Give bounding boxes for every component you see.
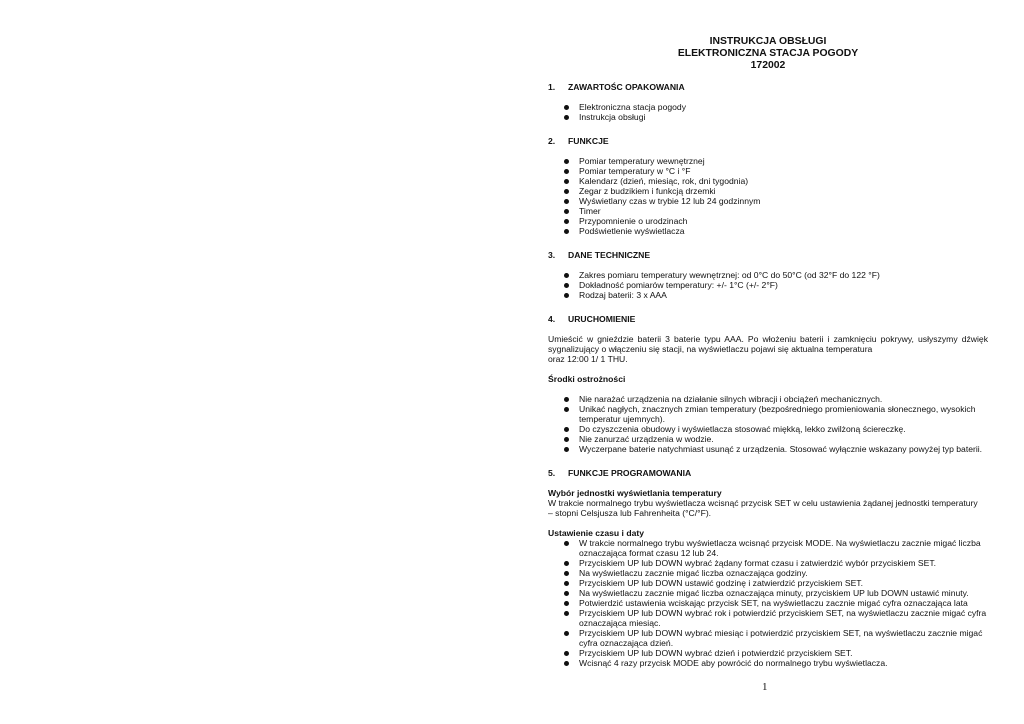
- section-4-paragraph-continued: oraz 12:00 1/ 1 THU.: [548, 353, 628, 364]
- list-item: [548, 628, 988, 648]
- bullet-icon: [564, 293, 569, 298]
- page-number: 1: [762, 681, 768, 693]
- section-number: 5.: [548, 467, 556, 478]
- doc-title-line2: ELEKTRONICZNA STACJA POGODY: [677, 48, 859, 60]
- list-item: [548, 558, 988, 568]
- list-item: [548, 578, 988, 588]
- bullet-icon: [564, 169, 569, 174]
- list-item-text: Potwierdzić ustawienia wciskając przycisk SET, na wyświetlaczu zacznie migać cyfra oznaczająca lata: [579, 597, 968, 608]
- precautions-list: [548, 394, 988, 454]
- bullet-icon: [564, 189, 569, 194]
- list-item-text: Przypomnienie o urodzinach: [579, 215, 688, 226]
- list-item: [548, 434, 988, 444]
- list-item: [548, 404, 988, 424]
- list-item: [548, 196, 988, 206]
- list-item: [548, 538, 988, 558]
- bullet-icon: [564, 561, 569, 566]
- list-item-text: Wcisnąć 4 razy przycisk MODE aby powrócić do normalnego trybu wyświetlacza.: [579, 657, 888, 668]
- list-item-text: Wyczerpane baterie natychmiast usunąć z urządzenia. Stosować wyłącznie wskazany powyżej typ baterii.: [579, 443, 983, 454]
- list-item: [548, 394, 988, 404]
- list-item-text: Zegar z budzikiem i funkcją drzemki: [579, 185, 716, 196]
- list-item: [548, 424, 988, 434]
- section-title: ZAWARTOŚC OPAKOWANIA: [568, 81, 685, 92]
- list-item: [548, 102, 988, 112]
- list-item-text: Przyciskiem UP lub DOWN wybrać żądany format czasu i zatwierdzić wybór przyciskiem SET.: [579, 557, 937, 568]
- list-item: [548, 648, 988, 658]
- temperature-unit-paragraph: W trakcie normalnego trybu wyświetlacza wcisnąć przycisk SET w celu ustawienia żądanej jednostki temperatury: [548, 497, 978, 508]
- bullet-icon: [564, 601, 569, 606]
- section-4-paragraph: Umieścić w gnieździe baterii 3 baterie typu AAA. Po włożeniu baterii i zamknięciu pokrywy, usłyszymy dźwięk sygnalizujący o włączeniu się stacji, na wyświetlaczu pojawi się aktualna temperatura: [548, 333, 988, 354]
- bullet-icon: [564, 437, 569, 442]
- list-item-text: Instrukcja obsługi: [579, 111, 646, 122]
- bullet-icon: [564, 179, 569, 184]
- list-item-text: W trakcie normalnego trybu wyświetlacza wcisnąć przycisk MODE. Na wyświetlaczu zacznie migać liczba oznaczająca format czasu 12 lub 24.: [579, 537, 981, 558]
- list-item-text: Nie zanurzać urządzenia w wodzie.: [579, 433, 714, 444]
- section-title: FUNKCJE PROGRAMOWANIA: [568, 467, 692, 478]
- doc-title-line3: 172002: [750, 60, 786, 72]
- list-item-text: Zakres pomiaru temperatury wewnętrznej: od 0°C do 50°C (od 32°F do 122 °F): [579, 269, 880, 280]
- time-date-list: [548, 538, 988, 668]
- list-item-text: Kalendarz (dzień, miesiąc, rok, dni tygodnia): [579, 175, 749, 186]
- bullet-icon: [564, 571, 569, 576]
- list-item: [548, 226, 988, 236]
- bullet-icon: [564, 209, 569, 214]
- time-date-heading: Ustawienie czasu i daty: [548, 527, 644, 538]
- section-2-list: [548, 156, 988, 236]
- list-item-text: Pomiar temperatury w °C i °F: [579, 165, 691, 176]
- section-title: DANE TECHNICZNE: [568, 249, 651, 260]
- list-item: [548, 112, 988, 122]
- doc-title-line1: INSTRUKCJA OBSŁUGI: [709, 36, 827, 47]
- section-1-heading: [548, 82, 988, 92]
- bullet-icon: [564, 591, 569, 596]
- list-item-text: Rodzaj baterii: 3 x AAA: [579, 289, 667, 300]
- section-number: 3.: [548, 249, 556, 260]
- precautions-heading: Środki ostrożności: [548, 373, 626, 384]
- list-item-text: Podświetlenie wyświetlacza: [579, 225, 685, 236]
- list-item-text: Przyciskiem UP lub DOWN ustawić godzinę i zatwierdzić przyciskiem SET.: [579, 577, 863, 588]
- bullet-icon: [564, 447, 569, 452]
- bullet-icon: [564, 541, 569, 546]
- section-title: FUNKCJE: [568, 135, 609, 146]
- bullet-icon: [564, 199, 569, 204]
- list-item: [548, 166, 988, 176]
- list-item: [548, 658, 988, 668]
- list-item: [548, 206, 988, 216]
- list-item-text: Unikać nagłych, znacznych zmian temperatury (bezpośredniego promieniowania słonecznego, wysokich temperatur ujemnych).: [579, 403, 976, 424]
- list-item: [548, 444, 988, 454]
- bullet-icon: [564, 407, 569, 412]
- list-item-text: Elektroniczna stacja pogody: [579, 101, 687, 112]
- section-number: 2.: [548, 135, 556, 146]
- list-item-text: Przyciskiem UP lub DOWN wybrać rok i potwierdzić przyciskiem SET, na wyświetlaczu zacznie migać cyfra oznaczająca miesiąc.: [579, 607, 987, 628]
- list-item-text: Przyciskiem UP lub DOWN wybrać dzień i potwierdzić przyciskiem SET.: [579, 647, 853, 658]
- section-4-heading: [548, 314, 988, 324]
- list-item-text: Timer: [579, 205, 601, 216]
- bullet-icon: [564, 283, 569, 288]
- section-title: URUCHOMIENIE: [568, 313, 636, 324]
- bullet-icon: [564, 115, 569, 120]
- section-3-heading: [548, 250, 988, 260]
- bullet-icon: [564, 661, 569, 666]
- bullet-icon: [564, 159, 569, 164]
- bullet-icon: [564, 631, 569, 636]
- list-item: [548, 608, 988, 628]
- list-item-text: Przyciskiem UP lub DOWN wybrać miesiąc i potwierdzić przyciskiem SET, na wyświetlaczu zacznie migać cyfra oznaczająca dzień.: [579, 627, 983, 648]
- list-item: [548, 186, 988, 196]
- list-item-text: Dokładność pomiarów temperatury: +/- 1°C (+/- 2°F): [579, 279, 778, 290]
- bullet-icon: [564, 611, 569, 616]
- list-item: [548, 270, 988, 280]
- section-1-list: [548, 102, 988, 122]
- document-page: [548, 36, 988, 668]
- bullet-icon: [564, 581, 569, 586]
- bullet-icon: [564, 229, 569, 234]
- list-item-text: Nie narażać urządzenia na działanie silnych wibracji i obciążeń mechanicznych.: [579, 393, 883, 404]
- list-item-text: Wyświetlany czas w trybie 12 lub 24 godzinnym: [579, 195, 761, 206]
- list-item-text: Na wyświetlaczu zacznie migać liczba oznaczająca godziny.: [579, 567, 808, 578]
- temperature-unit-heading: Wybór jednostki wyświetlania temperatury: [548, 487, 722, 498]
- bullet-icon: [564, 105, 569, 110]
- temperature-unit-paragraph-continued: – stopni Celsjusza lub Fahrenheita (°C/°F).: [548, 507, 712, 518]
- section-2-heading: [548, 136, 988, 146]
- list-item: [548, 290, 988, 300]
- list-item: [548, 598, 988, 608]
- list-item: [548, 176, 988, 186]
- bullet-icon: [564, 219, 569, 224]
- list-item: [548, 216, 988, 226]
- list-item: [548, 568, 988, 578]
- list-item: [548, 280, 988, 290]
- list-item-text: Do czyszczenia obudowy i wyświetlacza stosować miękką, lekko zwilżoną ściereczkę.: [579, 423, 906, 434]
- bullet-icon: [564, 427, 569, 432]
- section-number: 4.: [548, 313, 556, 324]
- list-item: [548, 588, 988, 598]
- section-5-heading: [548, 468, 988, 478]
- list-item: [548, 156, 988, 166]
- bullet-icon: [564, 273, 569, 278]
- bullet-icon: [564, 397, 569, 402]
- bullet-icon: [564, 651, 569, 656]
- section-number: 1.: [548, 81, 556, 92]
- section-3-list: [548, 270, 988, 300]
- list-item-text: Pomiar temperatury wewnętrznej: [579, 155, 705, 166]
- list-item-text: Na wyświetlaczu zacznie migać liczba oznaczająca minuty, przyciskiem UP lub DOWN ustawić minuty.: [579, 587, 969, 598]
